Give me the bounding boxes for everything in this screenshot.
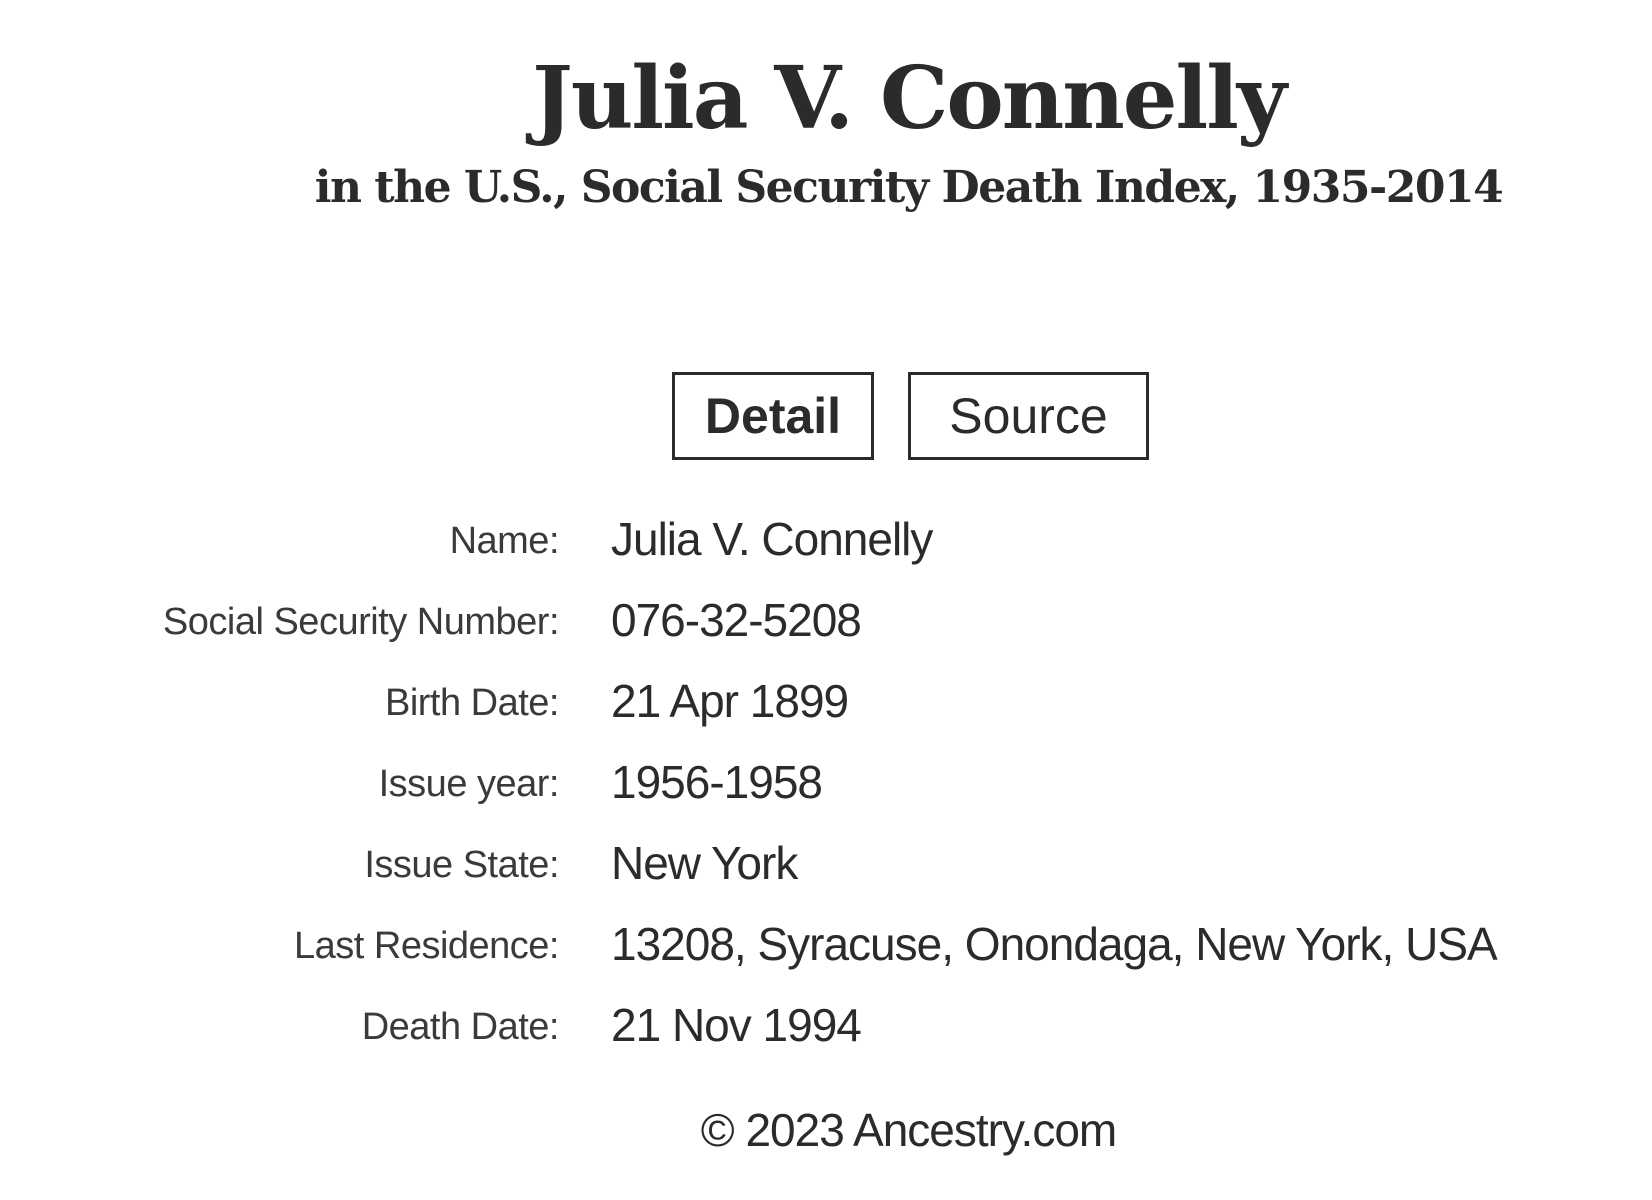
- detail-label: Last Residence:: [294, 925, 559, 967]
- detail-label: Issue year:: [378, 763, 559, 805]
- detail-row-last-residence: [0, 915, 1652, 975]
- detail-label: Death Date:: [361, 1006, 559, 1048]
- copyright-notice: © 2023 Ancestry.com: [700, 1104, 1117, 1156]
- detail-label: Name:: [449, 520, 559, 562]
- record-title: Julia V. Connelly: [532, 48, 1285, 149]
- detail-value: Julia V. Connelly: [611, 513, 933, 565]
- detail-label: Birth Date:: [384, 682, 559, 724]
- tab-source[interactable]: Source: [908, 372, 1149, 460]
- collection-subtitle: in the U.S., Social Security Death Index, 1935-2014: [314, 162, 1503, 213]
- tab-detail[interactable]: Detail: [672, 372, 874, 460]
- detail-value: 1956-1958: [611, 756, 822, 808]
- detail-label: Social Security Number:: [162, 601, 559, 643]
- detail-row-death-date: [0, 996, 1652, 1056]
- detail-row-birth-date: [0, 672, 1652, 732]
- detail-row-issue-state: [0, 834, 1652, 894]
- detail-row-name: [0, 510, 1652, 570]
- detail-label: Issue State:: [364, 844, 559, 886]
- detail-value: New York: [611, 837, 798, 889]
- record-tabs: [0, 372, 1652, 468]
- detail-value: 076-32-5208: [611, 594, 861, 646]
- detail-row-issue-year: [0, 753, 1652, 813]
- detail-value: 13208, Syracuse, Onondaga, New York, USA: [611, 918, 1497, 970]
- detail-value: 21 Nov 1994: [611, 999, 861, 1051]
- detail-row-ssn: [0, 591, 1652, 651]
- detail-value: 21 Apr 1899: [611, 675, 849, 727]
